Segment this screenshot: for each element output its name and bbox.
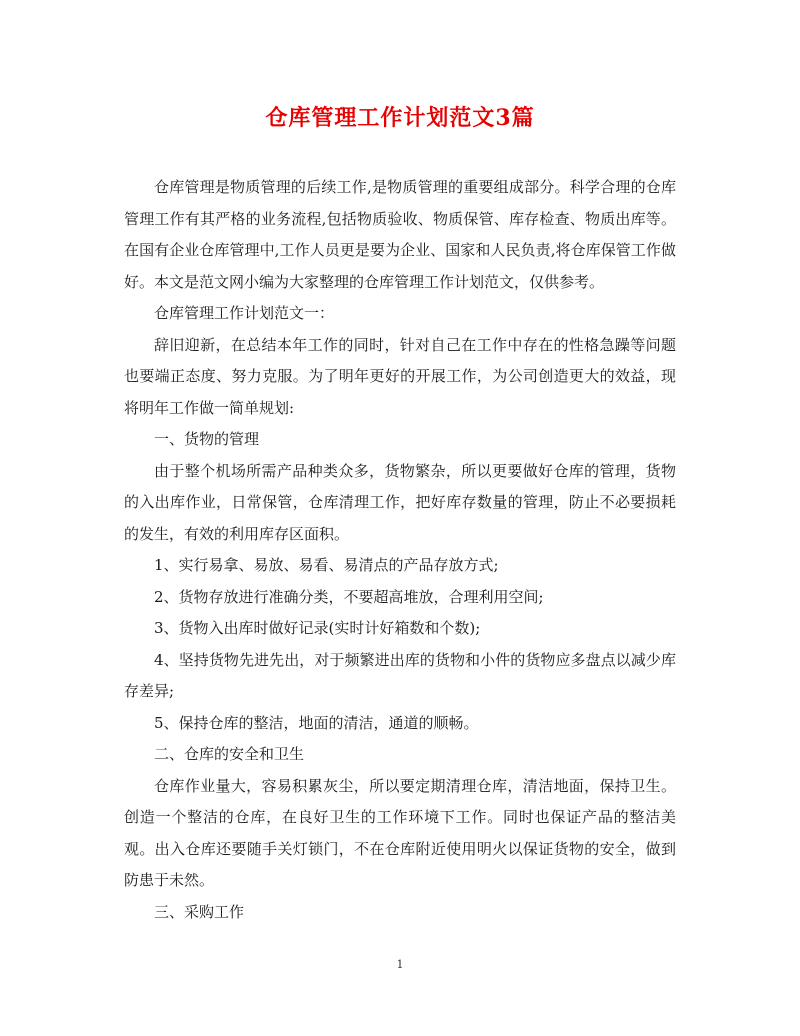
page-number: 1	[396, 958, 404, 971]
paragraph-body: 仓库作业量大，容易积累灰尘，所以要定期清理仓库，清洁地面，保持卫生。创造一个整洁的仓库，在良好卫生的工作环境下工作。同时也保证产品的整洁美观。出入仓库还要随手关灯锁门，不在仓库附近使用明火以保证货物的安全，做到防患于未然。	[124, 776, 676, 889]
document-body	[124, 172, 676, 928]
list-item: 4、坚持货物先进先出，对于频繁进出库的货物和小件的货物应多盘点以减少库存差异;	[124, 650, 676, 700]
document-title: 仓库管理工作计划范文3篇	[265, 105, 535, 131]
paragraph-section-heading: 仓库管理工作计划范文一：	[154, 304, 335, 322]
list-item: 3、货物入出库时做好记录(实时计好箱数和个数);	[154, 619, 481, 637]
paragraph-body: 由于整个机场所需产品种类众多，货物繁杂，所以更要做好仓库的管理，货物的入出库作业，日常保管，仓库清理工作，把好库存数量的管理，防止不必要损耗的发生，有效的利用库存区面积。	[124, 461, 676, 543]
list-item: 2、货物存放进行准确分类，不要超高堆放，合理利用空间;	[154, 587, 544, 606]
paragraph-body: 辞旧迎新，在总结本年工作的同时，针对自己在工作中存在的性格急躁等问题也要端正态度、努力克服。为了明年更好的开展工作，为公司创造更大的效益，现将明年工作做一简单规划:	[124, 335, 676, 417]
paragraph-heading-purchase: 三、采购工作	[154, 902, 245, 921]
list-item: 1、实行易拿、易放、易看、易清点的产品存放方式;	[154, 556, 499, 574]
paragraph-heading-goods: 一、货物的管理	[154, 430, 260, 448]
list-item: 5、保持仓库的整洁，地面的清洁，通道的顺畅。	[154, 713, 479, 732]
paragraph-intro: 仓库管理是物质管理的后续工作,是物质管理的重要组成部分。科学合理的仓库管理工作有其严格的业务流程,包括物质验收、物质保管、库存检查、物质出库等。在国有企业仓库管理中,工作人员更是要为企业、国家和人民负责,将仓库保管工作做好。本文是范文网小编为大家整理的仓库管理工作计划范文，仅供参考。	[124, 178, 676, 291]
paragraph-heading-safety: 二、仓库的安全和卫生	[154, 745, 305, 763]
